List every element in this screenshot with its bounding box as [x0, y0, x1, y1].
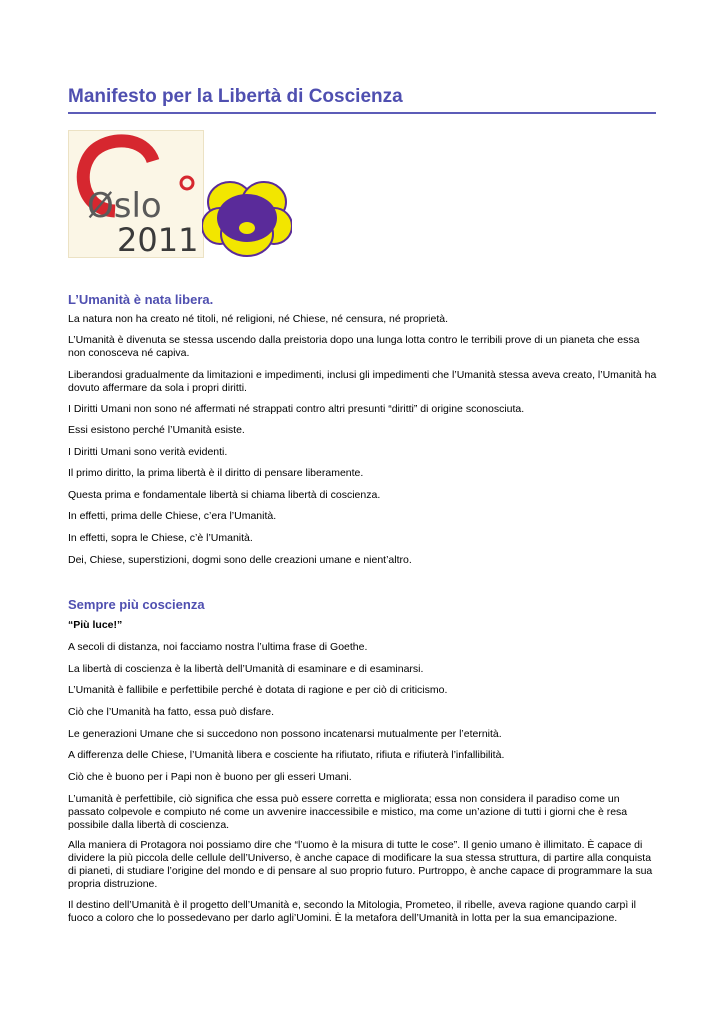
page-title: Manifesto per la Libertà di Coscienza [68, 86, 403, 107]
paragraph: I Diritti Umani non sono né affermati né strappati contro altri presunti “diritti” di origine sconosciuta. [68, 403, 525, 415]
paragraph: Essi esistono perché l’Umanità esiste. [68, 424, 245, 436]
paragraph: Dei, Chiese, superstizioni, dogmi sono delle creazioni umane e nient’altro. [68, 554, 412, 566]
paragraph: I Diritti Umani sono verità evidenti. [68, 446, 228, 458]
paragraph: Il primo diritto, la prima libertà è il diritto di pensare liberamente. [68, 467, 364, 479]
paragraph: A differenza delle Chiese, l’Umanità libera e cosciente ha rifiutato, rifiuta e rifiuterà l’infallibilità. [68, 749, 505, 761]
oslo-2011-logo [68, 130, 204, 258]
paragraph: In effetti, prima delle Chiese, c’era l’Umanità. [68, 510, 277, 522]
paragraph: Questa prima e fondamentale libertà si chiama libertà di coscienza. [68, 489, 381, 501]
pansy-icon [202, 178, 292, 260]
paragraph: La libertà di coscienza è la libertà dell’Umanità di esaminare e di esaminarsi. [68, 663, 424, 675]
paragraph: A secoli di distanza, noi facciamo nostra l’ultima frase di Goethe. [68, 641, 368, 653]
section-heading-1: L’Umanità è nata libera. [68, 292, 214, 307]
paragraph: L’Umanità è divenuta se stessa uscendo dalla preistoria dopo una lunga lotta contro le terribili prove di un pianeta che essa non conosceva né capiva. [68, 334, 640, 359]
section-heading-2: Sempre più coscienza [68, 597, 205, 612]
title-divider [68, 112, 656, 114]
logo-area [68, 130, 308, 262]
paragraph: Ciò che l’Umanità ha fatto, essa può disfare. [68, 706, 275, 718]
logo-text-year: 2011 [117, 221, 199, 259]
paragraph: Alla maniera di Protagora noi possiamo dire che “l’uomo è la misura di tutte le cose”. Il genio umano è illimitato. È capace di dividere la più piccola delle cellule dell’Universo, è anche capace di modificare la sua stessa struttura, di partire alla conquista di pianeti, di studiare l’origine del mondo e di pensare al suo proprio futuro. Purtroppo, è anche capace di programmare la sua propria distruzione. [68, 839, 653, 890]
paragraph: Le generazioni Umane che si succedono non possono incatenarsi mutualmente per l’eternità. [68, 728, 502, 740]
logo-text-oslo: Øslo [87, 186, 162, 226]
paragraph: L’umanità è perfettibile, ciò significa che essa può essere corretta e migliorata; essa non considera il paradiso come un passato colpevole e compiuto né come un avvenire inaccessibile e mistico, ma come un’azione di tutti i giorni che è resa possibile dalla libertà di coscienza. [68, 793, 628, 831]
paragraph: In effetti, sopra le Chiese, c’è l’Umanità. [68, 532, 253, 544]
paragraph: Ciò che è buono per i Papi non è buono per gli esseri Umani. [68, 771, 352, 783]
paragraph: La natura non ha creato né titoli, né religioni, né Chiese, né censura, né proprietà. [68, 313, 448, 325]
paragraph: Liberandosi gradualmente da limitazioni e impedimenti, inclusi gli impedimenti che l’Umanità stessa aveva creato, l’Umanità ha dovuto affermare da sola i propri diritti. [68, 369, 657, 394]
quote: “Più luce!” [68, 619, 123, 631]
paragraph: L’Umanità è fallibile e perfettibile perché è dotata di ragione e per ciò di criticismo. [68, 684, 448, 696]
paragraph: Il destino dell’Umanità è il progetto dell’Umanità e, secondo la Mitologia, Prometeo, il ribelle, aveva ragione quando carpì il fuoco a coloro che lo possedevano per darlo agli’Uomini. È la metafora dell’Umanità in lotta per la sua emancipazione. [68, 899, 636, 924]
